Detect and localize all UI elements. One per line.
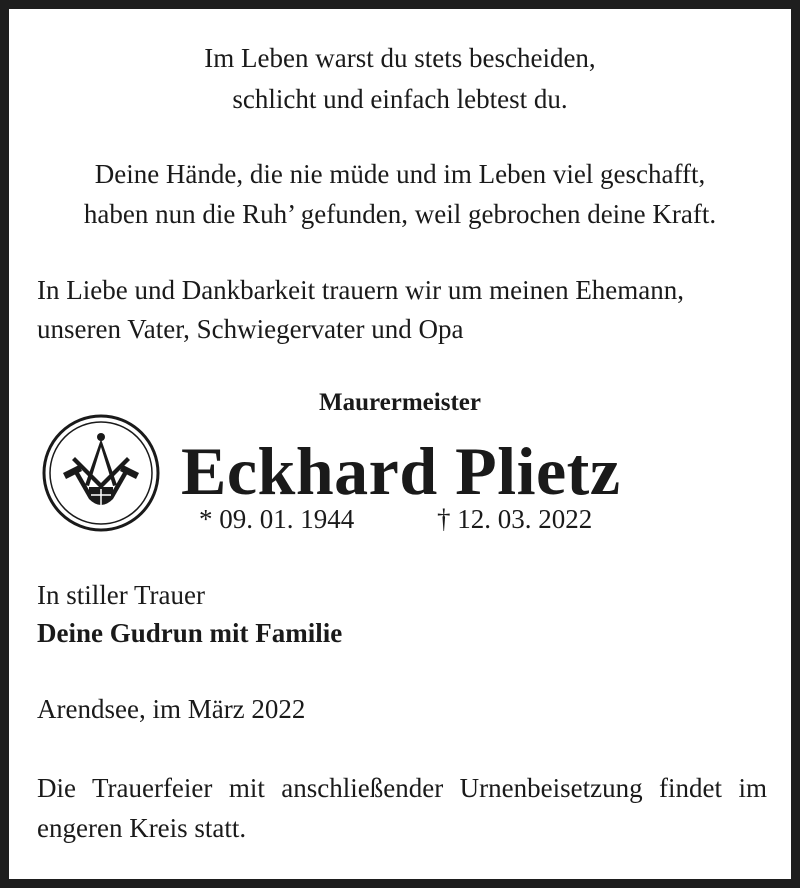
- death-date: † 12. 03. 2022: [437, 504, 593, 534]
- mourners-line-1: In stiller Trauer: [37, 580, 205, 610]
- deceased-title: Maurermeister: [319, 389, 481, 416]
- intro-line-2: unseren Vater, Schwiegervater und Opa: [37, 314, 464, 344]
- mourners-line-2: Deine Gudrun mit Familie: [37, 618, 343, 648]
- verse-line-1: Im Leben warst du stets bescheiden,: [204, 43, 596, 73]
- verse-line-4: haben nun die Ruh’ gefunden, weil gebrochen deine Kraft.: [83, 199, 717, 229]
- intro-line-1: In Liebe und Dankbarkeit trauern wir um meinen Ehemann,: [37, 275, 685, 305]
- funeral-note: Die Trauerfeier mit anschließender Urnenbeisetzung findet im engeren Kreis statt.: [37, 773, 767, 843]
- deceased-name: Eckhard Plietz: [181, 433, 621, 509]
- obituary-notice: [9, 9, 791, 879]
- place-date: Arendsee, im März 2022: [37, 694, 306, 724]
- mason-guild-emblem-icon: [41, 411, 161, 535]
- verse-line-3: Deine Hände, die nie müde und im Leben viel geschafft,: [94, 159, 706, 189]
- verse-line-2: schlicht und einfach lebtest du.: [232, 84, 568, 114]
- birth-date: * 09. 01. 1944: [199, 504, 355, 534]
